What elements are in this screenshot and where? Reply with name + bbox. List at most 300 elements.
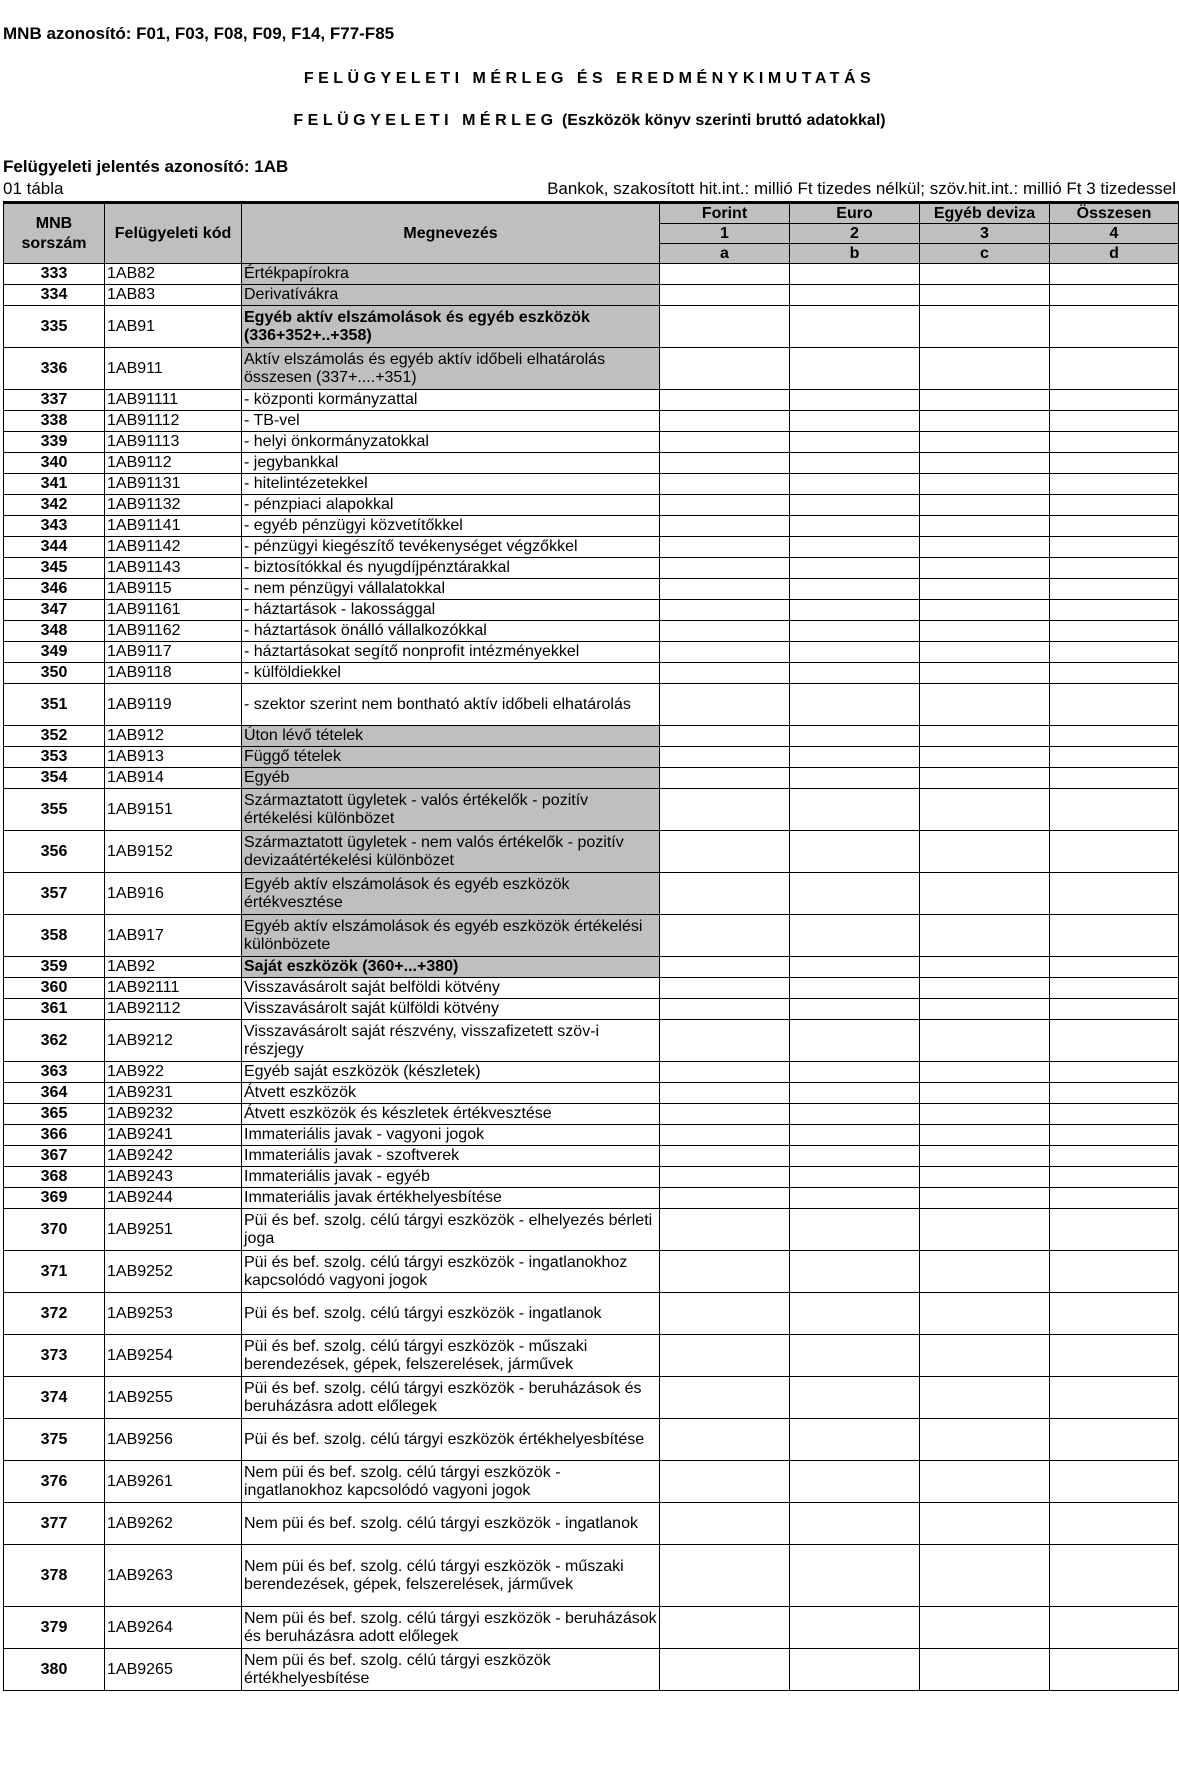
table-row xyxy=(4,600,1179,621)
value-cell-total xyxy=(1050,684,1179,726)
row-description: Nem püi és bef. szolg. célú tárgyi eszközök értékhelyesbítése xyxy=(242,1649,660,1691)
value-cell-other-currency xyxy=(920,726,1050,747)
value-cell-total xyxy=(1050,1607,1179,1649)
value-cell-total xyxy=(1050,285,1179,306)
row-number: 371 xyxy=(4,1251,105,1293)
table-row xyxy=(4,1545,1179,1607)
value-cell-euro xyxy=(790,537,920,558)
value-cell-other-currency xyxy=(920,978,1050,999)
value-cell-forint xyxy=(660,1419,790,1461)
row-description: Nem püi és bef. szolg. célú tárgyi eszközök - műszaki berendezések, gépek, felszerelések, járművek xyxy=(242,1545,660,1607)
header-total: Összesen xyxy=(1050,203,1179,224)
row-description: - hitelintézetekkel xyxy=(242,474,660,495)
value-cell-euro xyxy=(790,1461,920,1503)
row-description: Nem püi és bef. szolg. célú tárgyi eszközök - beruházások és beruházásra adott előlegek xyxy=(242,1607,660,1649)
value-cell-other-currency xyxy=(920,621,1050,642)
row-description: Immateriális javak - vagyoni jogok xyxy=(242,1125,660,1146)
header-col-number-2: 2 xyxy=(790,224,920,244)
value-cell-other-currency xyxy=(920,642,1050,663)
value-cell-forint xyxy=(660,726,790,747)
table-row xyxy=(4,411,1179,432)
value-cell-euro xyxy=(790,1293,920,1335)
table-row xyxy=(4,1167,1179,1188)
row-number: 379 xyxy=(4,1607,105,1649)
row-code: 1AB9212 xyxy=(105,1020,242,1062)
value-cell-total xyxy=(1050,1545,1179,1607)
row-code: 1AB9118 xyxy=(105,663,242,684)
value-cell-total xyxy=(1050,957,1179,978)
row-description: Püi és bef. szolg. célú tárgyi eszközök - elhelyezés bérleti joga xyxy=(242,1209,660,1251)
row-description: Visszavásárolt saját részvény, visszafizetett szöv-i részjegy xyxy=(242,1020,660,1062)
value-cell-total xyxy=(1050,495,1179,516)
row-number: 378 xyxy=(4,1545,105,1607)
value-cell-other-currency xyxy=(920,1209,1050,1251)
row-description: - háztartások önálló vállalkozókkal xyxy=(242,621,660,642)
row-description: Püi és bef. szolg. célú tárgyi eszközök értékhelyesbítése xyxy=(242,1419,660,1461)
value-cell-forint xyxy=(660,453,790,474)
value-cell-total xyxy=(1050,516,1179,537)
value-cell-forint xyxy=(660,1062,790,1083)
value-cell-euro xyxy=(790,1251,920,1293)
row-number: 352 xyxy=(4,726,105,747)
value-cell-other-currency xyxy=(920,957,1050,978)
value-cell-total xyxy=(1050,306,1179,348)
value-cell-other-currency xyxy=(920,1377,1050,1419)
header-mnb-number: MNB sorszám xyxy=(4,203,105,264)
row-description: Egyéb xyxy=(242,768,660,789)
row-number: 345 xyxy=(4,558,105,579)
value-cell-forint xyxy=(660,264,790,285)
row-description: - nem pénzügyi vállalatokkal xyxy=(242,579,660,600)
value-cell-other-currency xyxy=(920,1083,1050,1104)
value-cell-euro xyxy=(790,348,920,390)
value-cell-other-currency xyxy=(920,1146,1050,1167)
value-cell-other-currency xyxy=(920,1335,1050,1377)
value-cell-forint xyxy=(660,999,790,1020)
row-number: 374 xyxy=(4,1377,105,1419)
value-cell-forint xyxy=(660,474,790,495)
value-cell-total xyxy=(1050,726,1179,747)
table-row xyxy=(4,789,1179,831)
value-cell-forint xyxy=(660,579,790,600)
table-row xyxy=(4,495,1179,516)
table-row xyxy=(4,1649,1179,1691)
row-number: 355 xyxy=(4,789,105,831)
value-cell-euro xyxy=(790,1146,920,1167)
value-cell-total xyxy=(1050,600,1179,621)
row-code: 1AB9261 xyxy=(105,1461,242,1503)
table-row xyxy=(4,663,1179,684)
table-row xyxy=(4,537,1179,558)
value-cell-forint xyxy=(660,957,790,978)
row-description: Átvett eszközök xyxy=(242,1083,660,1104)
table-row xyxy=(4,1293,1179,1335)
row-code: 1AB912 xyxy=(105,726,242,747)
row-code: 1AB91112 xyxy=(105,411,242,432)
main-title: FELÜGYELETI MÉRLEG ÉS EREDMÉNYKIMUTATÁS xyxy=(303,70,876,87)
table-row xyxy=(4,348,1179,390)
value-cell-euro xyxy=(790,432,920,453)
value-cell-total xyxy=(1050,768,1179,789)
table-number: 01 tábla xyxy=(3,179,64,198)
row-code: 1AB9112 xyxy=(105,453,242,474)
value-cell-total xyxy=(1050,579,1179,600)
value-cell-euro xyxy=(790,1503,920,1545)
value-cell-other-currency xyxy=(920,1125,1050,1146)
row-code: 1AB9262 xyxy=(105,1503,242,1545)
value-cell-total xyxy=(1050,1188,1179,1209)
row-description: Püi és bef. szolg. célú tárgyi eszközök - ingatlanok xyxy=(242,1293,660,1335)
value-cell-euro xyxy=(790,285,920,306)
value-cell-total xyxy=(1050,1104,1179,1125)
row-number: 357 xyxy=(4,873,105,915)
row-code: 1AB9151 xyxy=(105,789,242,831)
value-cell-other-currency xyxy=(920,1293,1050,1335)
value-cell-other-currency xyxy=(920,600,1050,621)
row-number: 356 xyxy=(4,831,105,873)
value-cell-total xyxy=(1050,663,1179,684)
value-cell-total xyxy=(1050,831,1179,873)
table-row xyxy=(4,642,1179,663)
row-code: 1AB9243 xyxy=(105,1167,242,1188)
row-number: 363 xyxy=(4,1062,105,1083)
value-cell-euro xyxy=(790,768,920,789)
table-row xyxy=(4,873,1179,915)
value-cell-other-currency xyxy=(920,1545,1050,1607)
table-row xyxy=(4,1125,1179,1146)
table-row xyxy=(4,1188,1179,1209)
value-cell-euro xyxy=(790,411,920,432)
value-cell-euro xyxy=(790,453,920,474)
value-cell-total xyxy=(1050,915,1179,957)
row-number: 344 xyxy=(4,537,105,558)
row-description: Nem püi és bef. szolg. célú tárgyi eszközök - ingatlanok xyxy=(242,1503,660,1545)
table-row xyxy=(4,264,1179,285)
row-code: 1AB91143 xyxy=(105,558,242,579)
table-row xyxy=(4,1209,1179,1251)
row-description: - biztosítókkal és nyugdíjpénztárakkal xyxy=(242,558,660,579)
row-code: 1AB9265 xyxy=(105,1649,242,1691)
value-cell-other-currency xyxy=(920,1419,1050,1461)
value-cell-forint xyxy=(660,1209,790,1251)
value-cell-forint xyxy=(660,390,790,411)
row-description: Egyéb aktív elszámolások és egyéb eszközök értékelési különbözete xyxy=(242,915,660,957)
table-row xyxy=(4,684,1179,726)
row-code: 1AB9251 xyxy=(105,1209,242,1251)
row-description: Saját eszközök (360+...+380) xyxy=(242,957,660,978)
row-code: 1AB91161 xyxy=(105,600,242,621)
value-cell-other-currency xyxy=(920,915,1050,957)
row-number: 373 xyxy=(4,1335,105,1377)
row-number: 362 xyxy=(4,1020,105,1062)
row-code: 1AB917 xyxy=(105,915,242,957)
header-other-currency: Egyéb deviza xyxy=(920,203,1050,224)
value-cell-euro xyxy=(790,663,920,684)
value-cell-euro xyxy=(790,726,920,747)
table-row xyxy=(4,390,1179,411)
row-code: 1AB9256 xyxy=(105,1419,242,1461)
value-cell-total xyxy=(1050,747,1179,768)
value-cell-forint xyxy=(660,285,790,306)
value-cell-other-currency xyxy=(920,579,1050,600)
value-cell-total xyxy=(1050,1146,1179,1167)
value-cell-euro xyxy=(790,873,920,915)
row-number: 365 xyxy=(4,1104,105,1125)
table-row xyxy=(4,285,1179,306)
row-code: 1AB9264 xyxy=(105,1607,242,1649)
value-cell-other-currency xyxy=(920,1020,1050,1062)
row-code: 1AB91111 xyxy=(105,390,242,411)
value-cell-euro xyxy=(790,264,920,285)
row-description: Egyéb aktív elszámolások és egyéb eszközök értékvesztése xyxy=(242,873,660,915)
row-code: 1AB91113 xyxy=(105,432,242,453)
row-code: 1AB916 xyxy=(105,873,242,915)
value-cell-euro xyxy=(790,1209,920,1251)
value-cell-total xyxy=(1050,1335,1179,1377)
value-cell-forint xyxy=(660,348,790,390)
unit-note: Bankok, szakosított hit.int.: millió Ft tizedes nélkül; szöv.hit.int.: millió Ft 3 tizedessel xyxy=(547,179,1176,198)
value-cell-euro xyxy=(790,1607,920,1649)
row-number: 351 xyxy=(4,684,105,726)
table-row xyxy=(4,1062,1179,1083)
value-cell-total xyxy=(1050,999,1179,1020)
table-row xyxy=(4,432,1179,453)
row-number: 337 xyxy=(4,390,105,411)
balance-sheet-table xyxy=(3,201,1179,1691)
row-number: 336 xyxy=(4,348,105,390)
row-number: 358 xyxy=(4,915,105,957)
row-code: 1AB91132 xyxy=(105,495,242,516)
value-cell-total xyxy=(1050,453,1179,474)
table-row xyxy=(4,1419,1179,1461)
row-code: 1AB92111 xyxy=(105,978,242,999)
value-cell-other-currency xyxy=(920,1649,1050,1691)
value-cell-total xyxy=(1050,978,1179,999)
row-description: Visszavásárolt saját belföldi kötvény xyxy=(242,978,660,999)
value-cell-euro xyxy=(790,306,920,348)
value-cell-total xyxy=(1050,1461,1179,1503)
row-code: 1AB9255 xyxy=(105,1377,242,1419)
row-number: 334 xyxy=(4,285,105,306)
value-cell-other-currency xyxy=(920,831,1050,873)
row-code: 1AB91162 xyxy=(105,621,242,642)
row-description: Átvett eszközök és készletek értékvesztése xyxy=(242,1104,660,1125)
value-cell-other-currency xyxy=(920,432,1050,453)
row-code: 1AB9254 xyxy=(105,1335,242,1377)
row-code: 1AB911 xyxy=(105,348,242,390)
row-description: - TB-vel xyxy=(242,411,660,432)
row-number: 342 xyxy=(4,495,105,516)
row-number: 340 xyxy=(4,453,105,474)
table-row xyxy=(4,516,1179,537)
value-cell-euro xyxy=(790,495,920,516)
value-cell-total xyxy=(1050,1419,1179,1461)
value-cell-euro xyxy=(790,1188,920,1209)
table-row xyxy=(4,1020,1179,1062)
value-cell-forint xyxy=(660,1649,790,1691)
table-row xyxy=(4,306,1179,348)
value-cell-other-currency xyxy=(920,1607,1050,1649)
value-cell-forint xyxy=(660,747,790,768)
report-identifier: Felügyeleti jelentés azonosító: 1AB xyxy=(3,157,289,176)
row-description: Származtatott ügyletek - valós értékelők - pozitív értékelési különbözet xyxy=(242,789,660,831)
row-number: 367 xyxy=(4,1146,105,1167)
row-number: 375 xyxy=(4,1419,105,1461)
value-cell-other-currency xyxy=(920,390,1050,411)
value-cell-other-currency xyxy=(920,663,1050,684)
row-description: - egyéb pénzügyi közvetítőkkel xyxy=(242,516,660,537)
table-row xyxy=(4,1503,1179,1545)
value-cell-forint xyxy=(660,600,790,621)
value-cell-euro xyxy=(790,621,920,642)
value-cell-euro xyxy=(790,642,920,663)
row-description: Egyéb saját eszközök (készletek) xyxy=(242,1062,660,1083)
table-row xyxy=(4,831,1179,873)
table-row xyxy=(4,474,1179,495)
value-cell-forint xyxy=(660,1083,790,1104)
row-code: 1AB92112 xyxy=(105,999,242,1020)
value-cell-euro xyxy=(790,957,920,978)
sub-title xyxy=(0,112,1179,130)
row-number: 347 xyxy=(4,600,105,621)
value-cell-forint xyxy=(660,1335,790,1377)
value-cell-euro xyxy=(790,999,920,1020)
row-code: 1AB82 xyxy=(105,264,242,285)
value-cell-euro xyxy=(790,390,920,411)
row-number: 366 xyxy=(4,1125,105,1146)
value-cell-total xyxy=(1050,1251,1179,1293)
row-code: 1AB9231 xyxy=(105,1083,242,1104)
row-code: 1AB922 xyxy=(105,1062,242,1083)
value-cell-other-currency xyxy=(920,411,1050,432)
value-cell-forint xyxy=(660,1461,790,1503)
value-cell-euro xyxy=(790,1062,920,1083)
header-col-letter-c: c xyxy=(920,244,1050,264)
row-description: Származtatott ügyletek - nem valós értékelők - pozitív devizaátértékelési különbözet xyxy=(242,831,660,873)
row-description: - külföldiekkel xyxy=(242,663,660,684)
value-cell-forint xyxy=(660,558,790,579)
value-cell-forint xyxy=(660,1146,790,1167)
header-col-number-1: 1 xyxy=(660,224,790,244)
row-description: Püi és bef. szolg. célú tárgyi eszközök - beruházások és beruházásra adott előlegek xyxy=(242,1377,660,1419)
value-cell-euro xyxy=(790,747,920,768)
row-code: 1AB91141 xyxy=(105,516,242,537)
value-cell-total xyxy=(1050,1377,1179,1419)
value-cell-forint xyxy=(660,768,790,789)
value-cell-other-currency xyxy=(920,516,1050,537)
value-cell-forint xyxy=(660,873,790,915)
table-row xyxy=(4,726,1179,747)
value-cell-other-currency xyxy=(920,999,1050,1020)
value-cell-forint xyxy=(660,1377,790,1419)
row-number: 377 xyxy=(4,1503,105,1545)
row-number: 338 xyxy=(4,411,105,432)
header-col-number-3: 3 xyxy=(920,224,1050,244)
table-row xyxy=(4,747,1179,768)
value-cell-total xyxy=(1050,390,1179,411)
table-row xyxy=(4,1083,1179,1104)
header-col-letter-a: a xyxy=(660,244,790,264)
header-col-number-4: 4 xyxy=(1050,224,1179,244)
value-cell-forint xyxy=(660,432,790,453)
value-cell-forint xyxy=(660,516,790,537)
value-cell-euro xyxy=(790,831,920,873)
value-cell-total xyxy=(1050,789,1179,831)
row-number: 349 xyxy=(4,642,105,663)
header-description: Megnevezés xyxy=(242,203,660,264)
value-cell-total xyxy=(1050,1293,1179,1335)
row-code: 1AB9152 xyxy=(105,831,242,873)
value-cell-other-currency xyxy=(920,789,1050,831)
sub-title-note: (Eszközök könyv szerinti bruttó adatokkal) xyxy=(557,112,886,129)
row-description: Értékpapírokra xyxy=(242,264,660,285)
value-cell-total xyxy=(1050,1125,1179,1146)
row-description: Immateriális javak - egyéb xyxy=(242,1167,660,1188)
value-cell-total xyxy=(1050,1062,1179,1083)
row-number: 346 xyxy=(4,579,105,600)
row-number: 361 xyxy=(4,999,105,1020)
row-description: - jegybankkal xyxy=(242,453,660,474)
value-cell-forint xyxy=(660,1104,790,1125)
value-cell-forint xyxy=(660,831,790,873)
value-cell-forint xyxy=(660,1293,790,1335)
value-cell-forint xyxy=(660,306,790,348)
row-number: 341 xyxy=(4,474,105,495)
header-supervisory-code: Felügyeleti kód xyxy=(105,203,242,264)
value-cell-forint xyxy=(660,1125,790,1146)
row-number: 333 xyxy=(4,264,105,285)
value-cell-other-currency xyxy=(920,1251,1050,1293)
value-cell-other-currency xyxy=(920,348,1050,390)
header-col-letter-d: d xyxy=(1050,244,1179,264)
value-cell-euro xyxy=(790,1083,920,1104)
value-cell-forint xyxy=(660,1188,790,1209)
row-code: 1AB914 xyxy=(105,768,242,789)
value-cell-total xyxy=(1050,1209,1179,1251)
row-code: 1AB9242 xyxy=(105,1146,242,1167)
row-description: - pénzpiaci alapokkal xyxy=(242,495,660,516)
row-number: 359 xyxy=(4,957,105,978)
value-cell-other-currency xyxy=(920,306,1050,348)
value-cell-other-currency xyxy=(920,684,1050,726)
value-cell-euro xyxy=(790,1167,920,1188)
value-cell-euro xyxy=(790,915,920,957)
value-cell-total xyxy=(1050,1167,1179,1188)
mnb-identifier: MNB azonosító: F01, F03, F08, F09, F14, F77-F85 xyxy=(3,24,395,43)
value-cell-other-currency xyxy=(920,1062,1050,1083)
value-cell-total xyxy=(1050,1083,1179,1104)
value-cell-forint xyxy=(660,1167,790,1188)
value-cell-other-currency xyxy=(920,453,1050,474)
value-cell-other-currency xyxy=(920,558,1050,579)
row-number: 339 xyxy=(4,432,105,453)
row-code: 1AB9241 xyxy=(105,1125,242,1146)
value-cell-total xyxy=(1050,474,1179,495)
value-cell-euro xyxy=(790,684,920,726)
table-row xyxy=(4,1461,1179,1503)
header-forint: Forint xyxy=(660,203,790,224)
row-description: Immateriális javak - szoftverek xyxy=(242,1146,660,1167)
row-code: 1AB9232 xyxy=(105,1104,242,1125)
row-number: 353 xyxy=(4,747,105,768)
value-cell-other-currency xyxy=(920,1188,1050,1209)
row-code: 1AB91131 xyxy=(105,474,242,495)
value-cell-total xyxy=(1050,621,1179,642)
value-cell-euro xyxy=(790,474,920,495)
row-number: 350 xyxy=(4,663,105,684)
row-code: 1AB9252 xyxy=(105,1251,242,1293)
header-euro: Euro xyxy=(790,203,920,224)
